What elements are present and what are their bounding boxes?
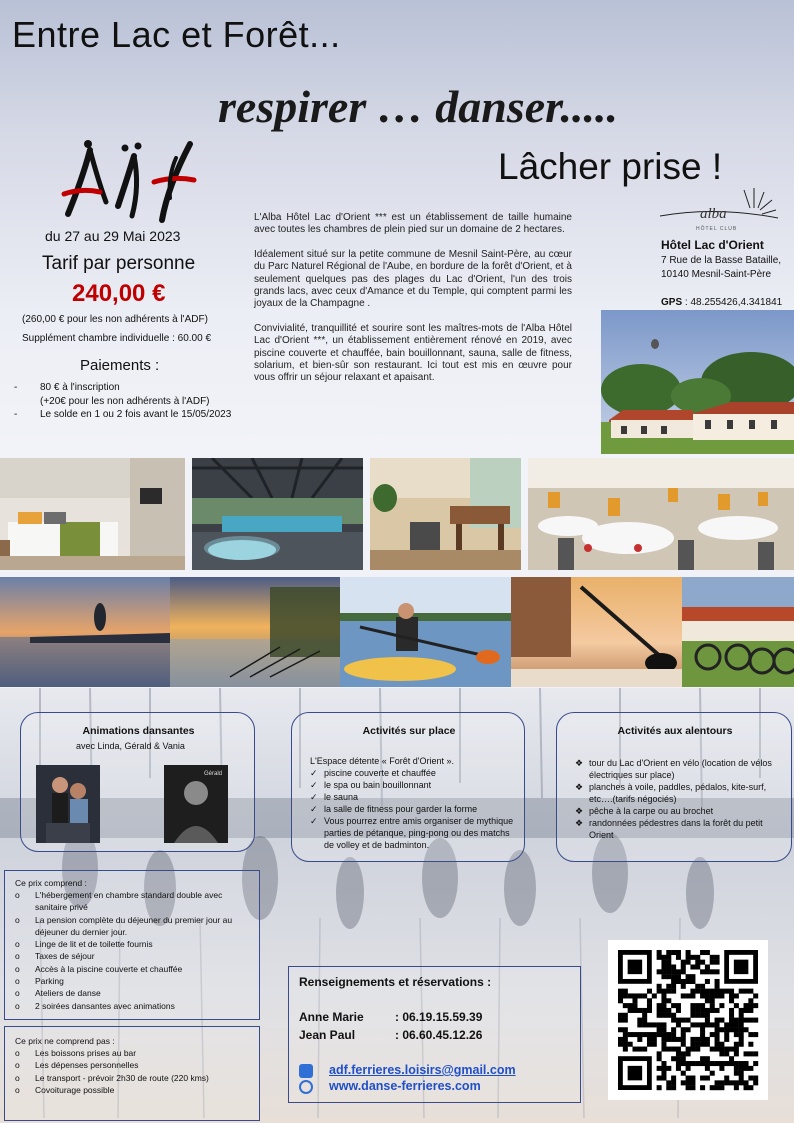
- poster-subtitle: Lâcher prise !: [498, 146, 723, 187]
- activites-alentours-panel: [556, 712, 792, 862]
- tarif-label: Tarif par personne: [42, 253, 196, 274]
- prix-ne-comprend-list: [15, 1047, 251, 1096]
- check-icon: ✓: [310, 792, 318, 802]
- payment-item: - 80 € à l'inscription: [14, 382, 120, 393]
- event-dates: du 27 au 29 Mai 2023: [45, 228, 181, 244]
- prix-comprend-box: [4, 870, 260, 1020]
- contact-box: [288, 966, 581, 1103]
- instructor-caption: Gérald: [204, 771, 223, 777]
- price: 240,00 €: [72, 280, 166, 307]
- hotel-name: Hôtel Lac d'Orient: [661, 238, 764, 252]
- list-item: ❖ randonnées pédestres dans la forêt du petit Orient: [575, 818, 763, 840]
- check-icon: ✓: [310, 780, 318, 790]
- prix-ne-comprend-box: [4, 1026, 260, 1121]
- activites-place-intro: L'Espace détente « Forêt d'Orient ».: [310, 756, 455, 766]
- list-item: o L'hébergement en chambre standard double avec sanitaire privé: [15, 890, 223, 913]
- website-link[interactable]: www.danse-ferrieres.com: [329, 1079, 481, 1093]
- adf-logo: [58, 136, 198, 228]
- prix-comprend-list: [15, 889, 251, 1012]
- lake-fishing-photo: [170, 577, 340, 687]
- svg-text:alba: alba: [700, 206, 727, 222]
- hotel-description: [254, 212, 572, 397]
- lake-sunset-photo: [0, 577, 170, 687]
- list-item: ✓ piscine couverte et chauffée: [310, 768, 436, 778]
- activites-alentours-list: [575, 757, 781, 841]
- list-item: o Accès à la piscine couverte et chauffée: [15, 963, 183, 974]
- contact-title: Renseignements et réservations :: [299, 975, 492, 989]
- list-item: o Le transport - prévoir 2h30 de route (220 kms): [15, 1072, 209, 1083]
- payment-item: (+20€ pour les non adhérents à l'ADF): [40, 395, 210, 407]
- description-paragraph: L'Alba Hôtel Lac d'Orient *** est un établissement de taille humaine avec toutes les chambres de plein pied sur un domaine de 2 hectares.: [254, 212, 572, 236]
- list-item: o Covoiturage possible: [15, 1084, 115, 1095]
- restaurant-photo: [528, 458, 794, 570]
- animations-panel: [20, 712, 255, 852]
- activites-place-title: Activités sur place: [362, 725, 456, 737]
- poster-title: Entre Lac et Forêt...: [12, 14, 341, 55]
- qr-code[interactable]: [608, 940, 768, 1100]
- alba-hotel-logo: [656, 186, 780, 242]
- list-item: o 2 soirées dansantes avec animations: [15, 1000, 175, 1011]
- payment-item: - Le solde en 1 ou 2 fois avant le 15/05/2023: [14, 409, 232, 420]
- check-icon: ✓: [310, 804, 318, 814]
- game-room-photo: [370, 458, 521, 570]
- activites-place-list: [310, 767, 516, 851]
- email-link[interactable]: adf.ferrieres.loisirs@gmail.com: [329, 1063, 516, 1077]
- prix-ne-comprend-title: Ce prix ne comprend pas :: [15, 1036, 115, 1046]
- contact-person: Jean Paul : 06.60.45.12.26: [299, 1028, 483, 1042]
- activites-alentours-title: Activités aux alentours: [617, 725, 733, 737]
- kayak-photo: [340, 577, 511, 687]
- list-item: ✓ le sauna: [310, 792, 359, 802]
- globe-icon: [299, 1080, 313, 1094]
- payments-title: Paiements :: [80, 357, 160, 374]
- check-icon: ✓: [310, 768, 318, 778]
- contact-person: Anne Marie : 06.19.15.59.39: [299, 1010, 483, 1024]
- svg-text:HÔTEL CLUB: HÔTEL CLUB: [696, 226, 738, 232]
- diamond-bullet-icon: ❖: [575, 818, 584, 828]
- animations-subtitle: avec Linda, Gérald & Vania: [76, 741, 185, 751]
- poster-tagline: respirer … danser.....: [218, 81, 618, 132]
- diamond-bullet-icon: ❖: [575, 806, 584, 816]
- description-paragraph: Idéalement situé sur la petite commune de Mesnil Saint-Père, au cœur du Parc Naturel Régional de l'Aube, en bordure de la forêt d'Orient, et à seulement quelques pas des plages du Lac d'Orient, l'un des trois grands lacs, avec ceux d'Amance et du Temple, qui comptent parmi les joyaux de la Champagne .: [254, 248, 572, 310]
- list-item: o Les dépenses personnelles: [15, 1060, 139, 1071]
- instructor-photo: [164, 765, 228, 843]
- list-item: ✓ le spa ou bain bouillonnant: [310, 780, 432, 790]
- gps-coordinates: GPS : 48.255426,4.341841: [661, 297, 783, 308]
- animations-title: Animations dansantes: [82, 725, 195, 737]
- bikes-photo: [682, 577, 794, 687]
- list-item: ✓ la salle de fitness pour garder la forme: [310, 804, 478, 814]
- list-item: ❖ planches à voile, paddles, pédalos, kite-surf, etc….(tarifs négociés): [575, 782, 767, 804]
- hotel-address-line2: 10140 Mesnil-Saint-Père: [661, 269, 772, 280]
- list-item: o La pension complète du déjeuner du premier jour au déjeuner du dernier jour.: [15, 914, 233, 937]
- description-paragraph: Convivialité, tranquillité et sourire sont les maîtres-mots de l'Alba Hôtel Lac d'Orient ***, un établissement entièrement rénové en 2019, avec piscine couverte et chauffée, bain bouillonnant, sauna, salle de fitness, solarium, et bien-sûr son restaurant. Ici tout est mis en œuvre pour vous offrir un séjour relaxant et apaisant.: [254, 322, 572, 384]
- list-item: o Parking: [15, 976, 64, 987]
- indoor-pool-photo: [192, 458, 363, 570]
- dancers-photo: [36, 765, 100, 843]
- list-item: ✓ Vous pourrez entre amis organiser de mythique parties de pétanque, ping-pong ou des matchs de volley et de badminton.: [310, 816, 514, 850]
- list-item: ❖ tour du Lac d'Orient en vélo (location de vélos électriques sur place): [575, 758, 772, 780]
- hotel-address-line1: 7 Rue de la Basse Bataille,: [661, 255, 782, 266]
- activites-place-panel: [291, 712, 525, 862]
- list-item: ❖ pêche à la carpe ou au brochet: [575, 806, 714, 816]
- list-item: o Linge de lit et de toilette fournis: [15, 939, 153, 950]
- hotel-room-photo: [0, 458, 185, 570]
- hotel-exterior-photo: [601, 310, 794, 454]
- non-adherent-price: (260,00 € pour les non adhérents à l'ADF): [22, 314, 208, 325]
- list-item: o Taxes de séjour: [15, 951, 95, 962]
- single-room-supplement: Supplément chambre individuelle : 60.00 €: [22, 333, 212, 344]
- paddle-photo: [511, 577, 682, 687]
- prix-comprend-title: Ce prix comprend :: [15, 878, 87, 888]
- check-icon: ✓: [310, 816, 318, 826]
- email-icon: [299, 1064, 313, 1078]
- diamond-bullet-icon: ❖: [575, 758, 584, 768]
- payments-list: [14, 381, 244, 422]
- list-item: o Les boissons prises au bar: [15, 1048, 137, 1058]
- list-item: o Ateliers de danse: [15, 988, 101, 999]
- diamond-bullet-icon: ❖: [575, 782, 584, 792]
